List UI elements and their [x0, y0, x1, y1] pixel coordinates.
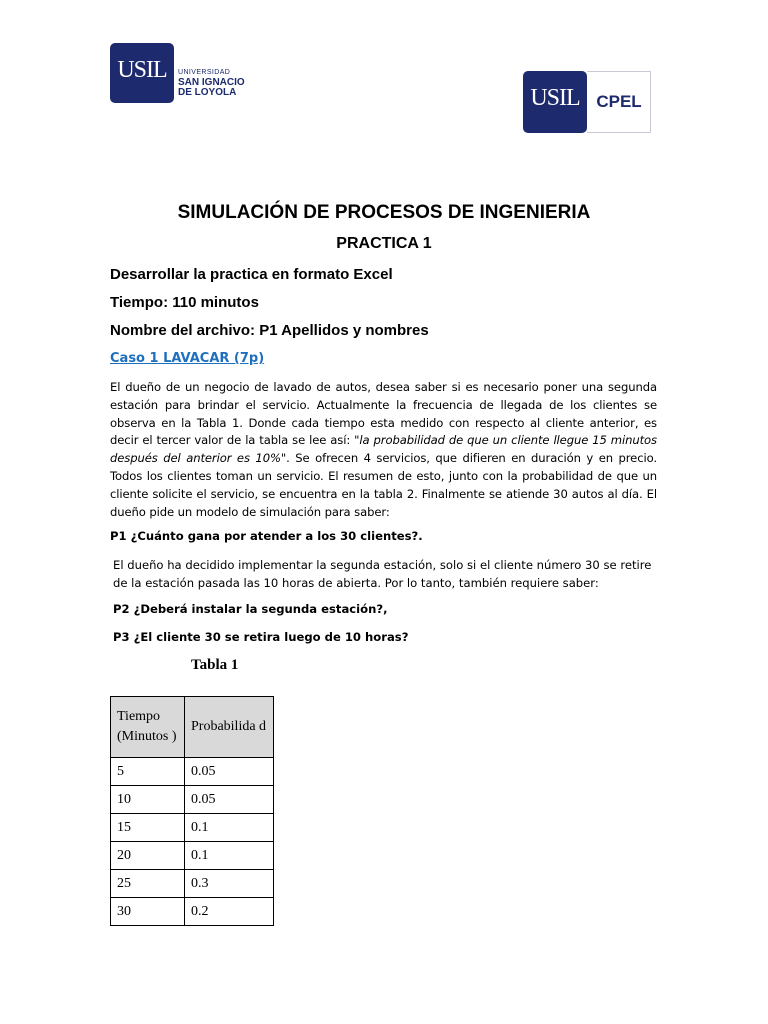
cpel-logo	[523, 71, 652, 134]
info-filename: Nombre del archivo: P1 Apellidos y nombres	[110, 322, 429, 339]
table-1	[110, 696, 274, 926]
usil-logo	[110, 43, 250, 104]
info-time: Tiempo: 110 minutos	[110, 294, 259, 311]
cpel-logo-mark: USIL	[523, 71, 587, 133]
table-cell: 25	[111, 870, 185, 898]
question-p2: P2 ¿Deberá instalar la segunda estación?,	[113, 602, 388, 616]
table-row	[111, 758, 274, 786]
university-name: UNIVERSIDAD SAN IGNACIO DE LOYOLA	[178, 69, 245, 98]
table-header-cell: Tiempo (Minutos )	[111, 697, 185, 758]
table-cell: 0.3	[185, 870, 274, 898]
table-cell: 15	[111, 814, 185, 842]
table-cell: 20	[111, 842, 185, 870]
table-cell: 0.2	[185, 898, 274, 926]
table-row	[111, 870, 274, 898]
case-title-link[interactable]: Caso 1 LAVACAR (7p)	[110, 351, 265, 366]
table-cell: 0.1	[185, 814, 274, 842]
usil-logo-mark: USIL	[110, 43, 174, 103]
table-cell: 30	[111, 898, 185, 926]
table-cell: 5	[111, 758, 185, 786]
table-cell: 0.05	[185, 758, 274, 786]
question-p3: P3 ¿El cliente 30 se retira luego de 10 horas?	[113, 630, 409, 644]
table-cell: 0.1	[185, 842, 274, 870]
table-title: Tabla 1	[191, 657, 239, 673]
page-subtitle: PRACTICA 1	[336, 235, 432, 252]
table-row	[111, 898, 274, 926]
table-cell: 0.05	[185, 786, 274, 814]
cpel-panel: CPEL	[587, 71, 651, 133]
info-format: Desarrollar la practica en formato Excel	[110, 266, 393, 283]
table-header-cell: Probabilida d	[185, 697, 274, 758]
case-description: El dueño de un negocio de lavado de autos, desea saber si es necesario poner una segunda estación para brindar el servicio. Actualmente la frecuencia de llegada de los clientes se observa en la Tabla 1. Donde cada tiempo esta medido con respecto al cliente anterior, es decir el tercer valor de la tabla se lee así: "la probabilidad de que un cliente llegue 15 minutos después del anterior es 10%". Se ofrecen 4 servicios, que difieren en duración y en precio. Todos los clientes toman un servicio. El resumen de esto, junto con la probabilidad de que un cliente solicite el servicio, se encuentra en la tabla 2. Finalmente se atiende 30 autos al día. El dueño pide un modelo de simulación para saber:	[110, 380, 657, 519]
table-row	[111, 786, 274, 814]
table-row	[111, 842, 274, 870]
question-p1: P1 ¿Cuánto gana por atender a los 30 clientes?.	[110, 529, 423, 543]
page-title: SIMULACIÓN DE PROCESOS DE INGENIERIA	[177, 202, 591, 223]
table-row	[111, 814, 274, 842]
table-cell: 10	[111, 786, 185, 814]
case-description-2: El dueño ha decidido implementar la segunda estación, solo si el cliente número 30 se retire de la estación pasada las 10 horas de abierta. Por lo tanto, también requiere saber:	[113, 558, 652, 590]
table-header-row	[111, 697, 274, 758]
